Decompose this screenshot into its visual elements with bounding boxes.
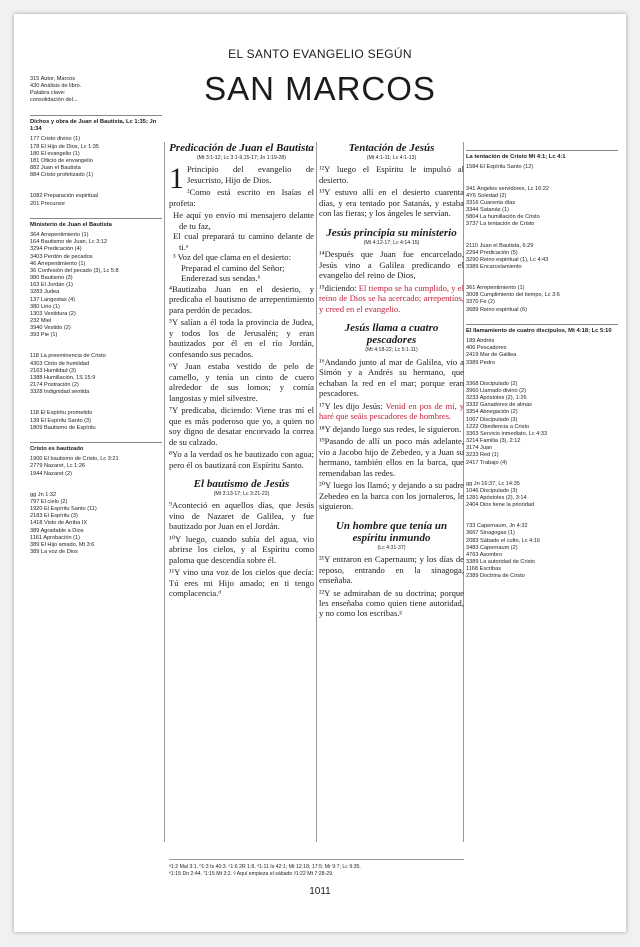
spacer bbox=[30, 478, 162, 492]
margin-section bbox=[466, 150, 618, 314]
topic-reference: 3008 Cumplimiento del tiempo, Lc 3:6 bbox=[466, 292, 560, 299]
section-heading: Tentación de Jesús bbox=[348, 142, 435, 154]
legend-line: 430 Análisis de libro. bbox=[30, 83, 82, 90]
legend-line: 315 Autor, Marcos bbox=[30, 76, 76, 82]
topic-reference: 1388 Humillación, 1S 15:9 bbox=[30, 374, 96, 381]
topic-reference: 1067 Discipulado (3) bbox=[466, 416, 518, 423]
text-column-1 bbox=[169, 142, 314, 601]
topic-reference: 163 El Jordán (1) bbox=[30, 282, 73, 289]
spacer bbox=[466, 509, 618, 523]
topic-reference: 201 Precursor bbox=[30, 200, 66, 207]
topic-reference: 2417 Trabajo (4) bbox=[466, 459, 508, 466]
verse: ¹²Y luego el Espíritu le impulsó al desierto. bbox=[319, 164, 464, 185]
topic-reference: 1281 Apóstoles (2), 3:14 bbox=[466, 494, 527, 501]
topic-reference: 980 Bautismo (3) bbox=[30, 275, 73, 282]
topic-reference: 3332 Ganadores de almas bbox=[466, 402, 532, 409]
topic-reference: 361 Arrepentimiento (1) bbox=[466, 285, 525, 292]
verse: ⁷Y predicaba, diciendo: Viene tras mí el que es más poderoso que yo, a quien no soy digno de desatar encorvado la correa de su calzado. bbox=[169, 405, 314, 447]
spacer bbox=[466, 467, 618, 481]
margin-section bbox=[30, 218, 162, 432]
verse: ⁵Y salían a él toda la provincia de Judea, y todos los de Jerusalén; y eran bautizados por él en el río Jordán, confesando sus pecados. bbox=[169, 317, 314, 359]
spacer bbox=[466, 367, 618, 381]
margin-section bbox=[30, 115, 162, 208]
topic-reference: 2419 Mar de Galilea bbox=[466, 352, 517, 359]
topic-reference: 2174 Postración (2) bbox=[30, 382, 79, 389]
topic-reference: 3483 Capernaum (2) bbox=[466, 544, 518, 551]
topic-reference: 1944 Nazaret (2) bbox=[30, 470, 72, 477]
topic-reference: 2163 Humildad (3) bbox=[30, 367, 77, 374]
footnote-line: ᵉ1:15 Dn 2:44. ᶠ1:15 Mt 3:2. ᵍ Aquí empieza el sábado ᵍ1:22 Mt 7:28-29. bbox=[169, 870, 334, 877]
verse: ¹⁷Y les dijo Jesús: Venid en pos de mí, y haré que seáis pescadores de hombres. bbox=[319, 400, 464, 422]
topic-reference: 3389 La autoridad de Cristo bbox=[466, 559, 536, 566]
bible-page bbox=[14, 14, 626, 932]
verse: ⁴Bautizaba Juan en el desierto, y predicaba el bautismo de arrepentimiento para perdón de pecados. bbox=[169, 283, 314, 315]
topic-reference: 2183 El Espíritu (3) bbox=[30, 513, 78, 520]
topic-reference: 3389 Encarcelamiento bbox=[466, 263, 522, 270]
over-title: EL SANTO EVANGELIO SEGÚN bbox=[228, 47, 412, 61]
verse: ²²Y se admiraban de su doctrina; porque les enseñaba como quien tiene autoridad, y no como los escribas.ᵍ bbox=[319, 587, 464, 619]
topic-reference: 389 La voz de Dios bbox=[30, 548, 78, 555]
section-heading: El bautismo de Jesús bbox=[193, 478, 290, 490]
topic-reference: 389 El Hijo amado, Mt 3:6 bbox=[30, 541, 95, 548]
spacer bbox=[30, 396, 162, 410]
topic-reference: 137 Langostas (4) bbox=[30, 296, 76, 303]
book-title: SAN MARCOS bbox=[204, 70, 436, 107]
words-of-jesus: Venid en pos de mí, y haré que seáis pescadores de hombres. bbox=[319, 400, 464, 422]
topic-reference: 3214 Familia (3), 2:12 bbox=[466, 438, 521, 445]
topic-reference: 2110 Juan el Bautista, 6:29 bbox=[466, 242, 534, 249]
verse: ⁸Yo a la verdad os he bautizado con agua; pero él os bautizará con Espíritu Santo. bbox=[169, 449, 314, 470]
topic-reference: 3940 Vestido (2) bbox=[30, 325, 71, 332]
topic-reference: 3389 Pedro bbox=[466, 359, 495, 366]
topic-reference: 2779 Nazaret, Lc 1:26 bbox=[30, 463, 86, 470]
topic-reference: 3290 Reino espiritual (1), Lc 4:43 bbox=[466, 256, 549, 263]
topic-reference: 882 Juan el Bautista bbox=[30, 165, 81, 172]
spacer bbox=[30, 179, 162, 193]
verse: ¹⁹Pasando de allí un poco más adelante, vio a Jacobo hijo de Zebedeo, y a Juan su hermano, también ellos en la barca, que remendaban las redes. bbox=[319, 436, 464, 478]
text-column-2 bbox=[319, 142, 464, 621]
topic-reference: 364 Arrepentimiento (1) bbox=[30, 232, 89, 239]
topic-reference: 3370 Fe (2) bbox=[466, 299, 495, 306]
spacer bbox=[30, 339, 162, 353]
verse: ²⁰Y luego los llamó; y dejando a su padre Zebedeo en la barca con los jornaleros, le siguieron. bbox=[319, 480, 464, 512]
section-heading: Jesús principia su ministerio bbox=[326, 226, 457, 239]
topic-reference: 3283 Judea bbox=[30, 289, 60, 296]
topic-reference: 3233 Red (1) bbox=[466, 452, 499, 459]
verse: ¹³Y estuvo allí en el desierto cuarenta días, y era tentado por Satanás, y estaba con las fieras; y los ángeles le servían. bbox=[319, 187, 464, 219]
topic-reference: 1809 Bautismo de Espíritu bbox=[30, 424, 96, 431]
quote-line: He aquí yo envío mi mensajero delante de tu faz, bbox=[173, 210, 314, 231]
topic-reference: 1168 Escribas bbox=[466, 566, 502, 573]
spacer bbox=[466, 229, 618, 243]
topic-reference: 177 Cristo divino (1) bbox=[30, 136, 81, 143]
cross-reference: (Mt 3:1-12; Lc 3:1-9,15-17; Jn 1:19-28) bbox=[196, 155, 287, 162]
footnotes bbox=[169, 859, 464, 878]
topic-reference: 1900 El bautismo de Cristo, Lc 3:21 bbox=[30, 456, 119, 463]
verse: ¹⁶Andando junto al mar de Galilea, vio a Simón y a Andrés su hermano, que echaban la red en el mar; porque eran pescadores. bbox=[319, 356, 464, 399]
topic-reference: 4763 Asombro bbox=[466, 551, 503, 558]
legend-line: consolidación del... bbox=[30, 97, 78, 104]
topic-reference: 2083 Sábado el culto, Lc 4:16 bbox=[466, 537, 541, 544]
words-of-jesus: El tiempo se ha cumplido, y el reino de Dios se ha acercado; arrepentíos, y creed en el evangelio. bbox=[319, 282, 464, 314]
topic-reference: 164 Bautismo de Juan, Lc 3:12 bbox=[30, 239, 108, 246]
topic-reference: 3363 Servicio inmediato, Lc 4:33 bbox=[466, 430, 548, 437]
topic-reference: 884 Cristo profetizado (1) bbox=[30, 172, 94, 179]
topic-reference: 3403 Perdón de pecados bbox=[30, 253, 93, 260]
margin-heading: El llamamiento de cuatro discípulos, Mt 4:18; Lc 5:10 bbox=[466, 324, 618, 335]
topic-reference: 3737 La tentación de Cristo bbox=[466, 221, 535, 228]
margin-section bbox=[30, 442, 162, 556]
spacer bbox=[466, 172, 618, 186]
topic-reference: 1222 Obediencia a Cristo bbox=[466, 423, 530, 430]
legend bbox=[30, 76, 162, 105]
topic-reference: gg Jn 16:37, Lc 14:35 bbox=[466, 480, 520, 487]
topic-reference: 189 Andrés bbox=[466, 338, 495, 345]
topic-reference: 3368 Discipulado (2) bbox=[466, 380, 518, 387]
margin-heading: Dichos y obra de Juan el Bautista, Lc 1:35; Jn 1:34 bbox=[30, 115, 162, 134]
chapter-number: 1 bbox=[169, 162, 184, 196]
topic-reference: 3316 Cuarenta días bbox=[466, 199, 516, 206]
topic-reference: 2404 Dios tiene la prioridad bbox=[466, 502, 535, 509]
column-divider bbox=[316, 142, 317, 842]
column-divider bbox=[164, 142, 165, 842]
verse: ¹⁴Después que Juan fue encarcelado, Jesús vino a Galilea predicando el evangelio del reino de Dios, bbox=[319, 249, 464, 281]
topic-reference: 3689 Reino espiritual (6) bbox=[466, 306, 527, 313]
topic-reference: 1584 El Espíritu Santo (12) bbox=[466, 164, 534, 171]
topic-reference: 180 El evangelio (1) bbox=[30, 150, 80, 157]
cross-reference: (Mt 4:1-11; Lc 4:1-13) bbox=[366, 155, 417, 162]
verse: ¹⁵diciendo: El tiempo se ha cumplido, y el reino de Dios se ha acercado; arrepentíos, y creed en el evangelio. bbox=[319, 282, 464, 314]
topic-reference: 1920 El Espíritu Santo (11) bbox=[30, 506, 97, 513]
verse: ¹⁰Y luego, cuando subía del agua, vio abrirse los cielos, y al Espíritu como paloma que descendía sobre él. bbox=[169, 533, 314, 565]
topic-reference: 393 Pie (1) bbox=[30, 332, 58, 339]
cross-reference: (Mt 4:18-22; Lc 5:1-11) bbox=[365, 347, 418, 354]
cross-reference: (Lc 4:31-37) bbox=[377, 544, 406, 551]
topic-reference: 733 Capernaum, Jn 4:32 bbox=[466, 523, 528, 530]
topic-reference: 4Y6 Soledad (2) bbox=[466, 192, 507, 199]
verse: ²¹Y entraron en Capernaum; y los días de reposo, entrando en la sinagoga, enseñaba. bbox=[319, 554, 464, 586]
topic-reference: 232 Miel bbox=[30, 317, 52, 324]
topic-reference: 1303 Vestidura (2) bbox=[30, 310, 76, 317]
quote-line: ³ Voz del que clama en el desierto: bbox=[173, 252, 291, 263]
topic-reference: 5804 La humillación de Cristo bbox=[466, 214, 540, 221]
verse: ²Como está escrito en Isaías el profeta: bbox=[169, 187, 314, 208]
topic-reference: 3233 Apóstoles (2), 1:26 bbox=[466, 395, 527, 402]
topic-reference: 3354 Abnegación (2) bbox=[466, 409, 518, 416]
page-number: 1011 bbox=[309, 886, 331, 897]
margin-heading: Cristo es bautizado bbox=[30, 442, 162, 453]
topic-reference: 1082 Preparación espiritual bbox=[30, 193, 99, 200]
topic-reference: 2389 Doctrina de Cristo bbox=[466, 573, 525, 580]
topic-reference: 3328 Indignidad sentida bbox=[30, 389, 90, 396]
topic-reference: 1161 Aprobación (1) bbox=[30, 534, 80, 541]
topic-reference: 341 Ángeles servidores, Lc 16:22 bbox=[466, 185, 550, 192]
topic-reference: 389 Agradable a Dios bbox=[30, 527, 84, 534]
quote-line: El cual preparará tu camino delante de ti.ᵃ bbox=[173, 231, 314, 252]
verse: ⁶Y Juan estaba vestido de pelo de camello, y tenía un cinto de cuero alrededor de sus lomos; y comía langostas y miel silvestre. bbox=[169, 361, 314, 403]
section-heading: Un hombre que tenía un espíritu inmundo bbox=[335, 519, 448, 544]
verse: ¹⁸Y dejando luego sus redes, le siguieron. bbox=[319, 423, 462, 434]
topic-reference: 181 Ofiicio de envangelio bbox=[30, 157, 93, 164]
verse: ¹¹Y vino una voz de los cielos que decía: Tú eres mi Hijo amado; en ti tengo complacencia.ᵈ bbox=[169, 567, 314, 599]
left-margin-notes bbox=[30, 76, 162, 556]
quote-line: Preparad el camino del Señor; bbox=[181, 262, 285, 273]
verse: ⁹Aconteció en aquellos días, que Jesús vino de Nazaret de Galilea, y fue bautizado por Juan en el Jordán. bbox=[169, 500, 314, 532]
topic-reference: 3174 Juan bbox=[466, 445, 493, 452]
topic-reference: 406 Pescadores bbox=[466, 345, 507, 352]
topic-reference: 3294 Predicación (4) bbox=[30, 246, 82, 253]
cross-reference: (Mt 4:12-17; Lc 4:14-15) bbox=[363, 239, 420, 246]
legend-line: Palabra clave: bbox=[30, 90, 66, 97]
spacer bbox=[466, 271, 618, 285]
topic-reference: 3667 Sinagogas (1) bbox=[466, 530, 515, 537]
quote-line: Enderezad sus sendas.ᵇ bbox=[181, 273, 261, 284]
topic-reference: 46 Arrepentimiento (1) bbox=[30, 260, 86, 267]
topic-reference: 797 El cielo (2) bbox=[30, 498, 68, 505]
topic-reference: 118 El Espíritu prometido bbox=[30, 410, 93, 417]
topic-reference: 380 Lirio (1) bbox=[30, 303, 60, 310]
margin-heading: Ministerio de Juan el Bautista bbox=[30, 218, 162, 229]
topic-reference: 4303 Cinto de humildad bbox=[30, 360, 90, 367]
topic-reference: 1046 Discipulado (3) bbox=[466, 487, 518, 494]
topic-reference: 2294 Predicación (5) bbox=[466, 249, 518, 256]
topic-reference: 3960 Llamado divino (2) bbox=[466, 387, 527, 394]
cross-reference: (Mt 3:13-17; Lc 3:21-22) bbox=[213, 491, 270, 498]
topic-reference: 178 El Hijo de Dios, Lc 1:35 bbox=[30, 143, 100, 150]
topic-reference: 1418 Visto de Arriba IX bbox=[30, 520, 88, 527]
section-heading: Predicación de Juan el Bautista bbox=[169, 142, 314, 154]
footnote-line: ᵃ1:2 Mal 3:1. ᵇ1:3 Is 40:3. ᶜ1:6 2R 1:8. ᵈ1:11 Is 42:1; Mt 12:18; 17:5; Mr 9:7; Lc 9:35. bbox=[169, 864, 361, 870]
topic-reference: 3344 Satanás (1) bbox=[466, 207, 509, 214]
topic-reference: 36 Confesión del pecado (3), Lc 5:8 bbox=[30, 267, 119, 274]
right-margin-notes bbox=[466, 140, 618, 581]
verse: 1 Principio del evangelio de Jesucristo, Hijo de Dios. bbox=[169, 162, 314, 196]
margin-heading: La tentación de Cristo Mt 4:1; Lc 4:1 bbox=[466, 150, 618, 161]
topic-reference: gg Jn 1:32 bbox=[30, 491, 57, 498]
section-heading: Jesús llama a cuatro pescadores bbox=[344, 322, 439, 347]
topic-reference: 118 La preeminencia de Cristo bbox=[30, 353, 106, 360]
margin-section bbox=[466, 324, 618, 581]
topic-reference: 139 El Espíritu Santo (3) bbox=[30, 417, 91, 424]
